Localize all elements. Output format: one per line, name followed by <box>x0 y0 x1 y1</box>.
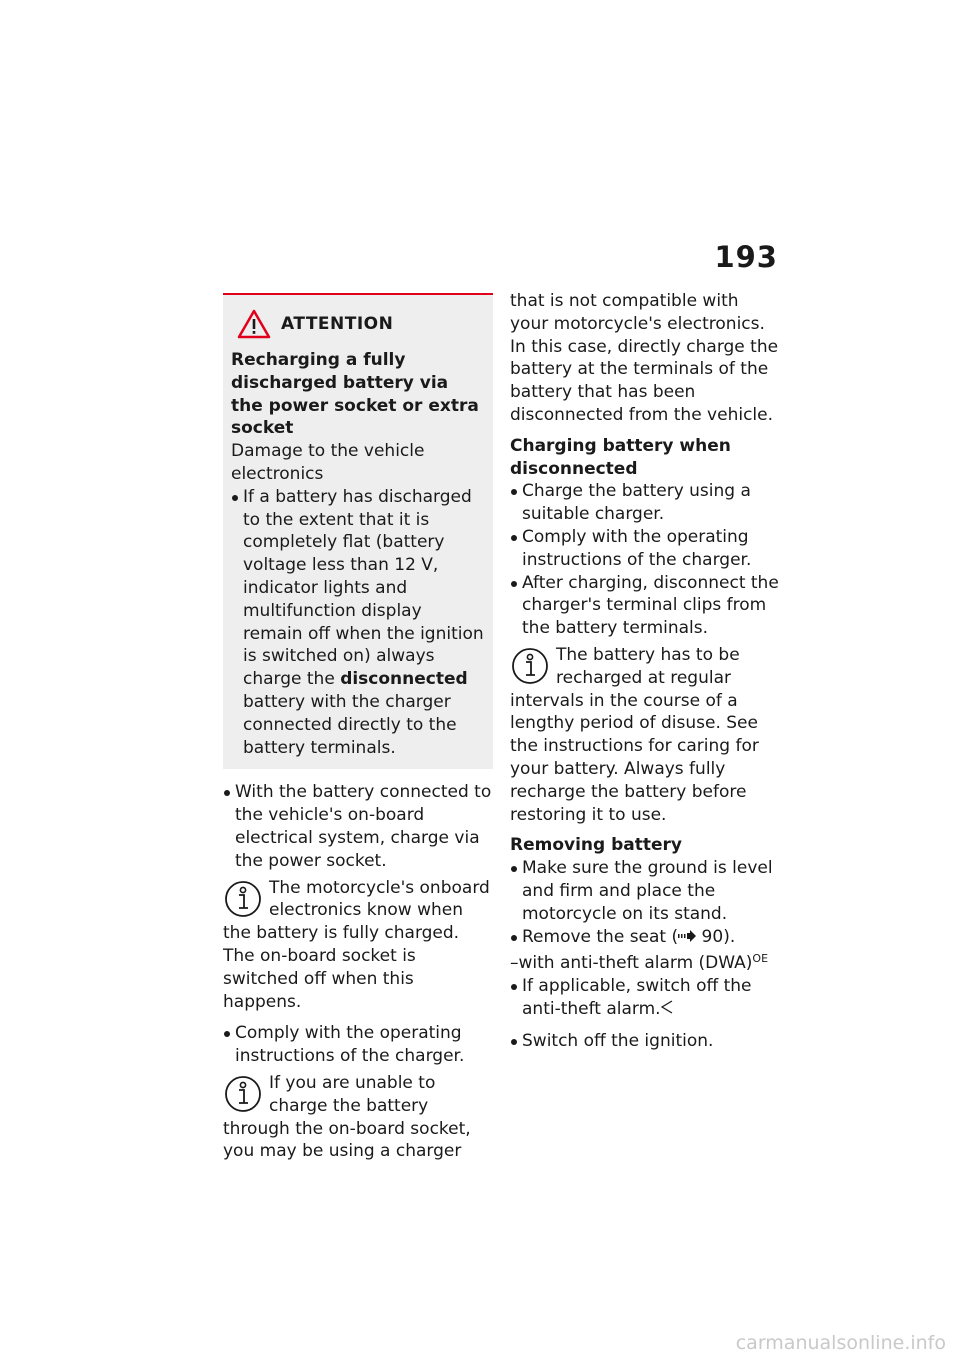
info-note-1 <box>223 877 493 1014</box>
removing-bullet-list <box>510 857 782 948</box>
attention-bullet <box>231 486 485 760</box>
bullet-ignition: Switch off the ignition. <box>510 1030 782 1053</box>
bullet-seat-text: Remove the seat ( <box>522 926 679 947</box>
left-column <box>223 290 493 1163</box>
attention-bullet-text-1: If a battery has discharged to the extent that it is completely flat (battery voltage less than 12 V, indicator lights and multifunction display remain off when the ignition is switched on) always charge the <box>243 486 484 690</box>
continued-text: that is not compatible with your motorcycle's electronics. In this case, directly charge the battery at the terminals of the battery that has been disconnected from the vehicle. <box>510 291 779 425</box>
info-note-2 <box>223 1072 493 1163</box>
ignition-bullet-list <box>510 1030 782 1053</box>
heading-charging-disconnected: Charging battery when disconnected <box>510 435 731 479</box>
bullet-charge-socket: With the battery connected to the vehicle's on-board electrical system, charge via the power socket. <box>223 781 493 872</box>
attention-bullet-bold: disconnected <box>340 669 468 690</box>
bullet-alarm-text: If applicable, switch off the anti-theft alarm. <box>522 976 752 1019</box>
bullet-charger-2: Comply with the operating instructions of the charger. <box>510 526 782 572</box>
info-note-1-text: The motorcycle's onboard electronics know when the battery is fully charged. The on-board socket is switched off when this happens. <box>223 877 490 1012</box>
info-icon <box>510 646 550 686</box>
attention-bullet-list <box>231 486 485 760</box>
dwa-superscript: OE <box>752 952 769 966</box>
attention-bullet-text-2: battery with the charger connected directly to the battery terminals. <box>243 691 457 758</box>
warning-triangle-icon <box>237 309 271 339</box>
seat-page-link[interactable]: 90 <box>701 926 724 947</box>
left-bullet-list-1 <box>223 781 493 872</box>
dwa-line-text: –with anti-theft alarm (DWA) <box>510 953 753 974</box>
bullet-ground: Make sure the ground is level and firm and place the motorcycle on its stand. <box>510 857 782 925</box>
attention-title: ATTENTION <box>281 313 394 334</box>
info-note-2-text: If you are unable to charge the battery through the on-board socket, you may be using a charger <box>223 1072 471 1162</box>
info-note-3 <box>510 644 782 826</box>
dwa-line <box>510 948 782 975</box>
bullet-seat-end: ). <box>723 926 736 947</box>
alarm-bullet-list <box>510 975 782 1021</box>
page-number: 193 <box>714 240 778 274</box>
attention-header <box>231 309 485 339</box>
bullet-alarm <box>510 975 782 1021</box>
attention-box <box>223 293 493 769</box>
info-note-3-text: The battery has to be recharged at regular intervals in the course of a lengthy period of disuse. See the instructions for caring for your battery. Always fully recharge the battery before restoring it to use. <box>510 644 759 825</box>
page-reference-arrow-icon <box>678 930 696 942</box>
end-marker-icon <box>661 1000 673 1014</box>
bullet-remove-seat <box>510 926 782 949</box>
info-icon <box>223 879 263 919</box>
watermark: carmanualsonline.info <box>735 1332 946 1354</box>
charging-bullet-list <box>510 480 782 640</box>
info-icon <box>223 1074 263 1114</box>
bullet-charger-3: After charging, disconnect the charger's terminal clips from the battery terminals. <box>510 572 782 640</box>
right-column <box>510 290 782 1053</box>
bullet-charger-1: Charge the battery using a suitable charger. <box>510 480 782 526</box>
attention-heading: Recharging a fully discharged battery via the power socket or extra socket <box>231 350 479 439</box>
left-bullet-list-2 <box>223 1022 493 1068</box>
bullet-operating-instructions: Comply with the operating instructions of the charger. <box>223 1022 493 1068</box>
heading-removing-battery: Removing battery <box>510 835 683 856</box>
attention-subtext: Damage to the vehicle electronics <box>231 441 425 484</box>
